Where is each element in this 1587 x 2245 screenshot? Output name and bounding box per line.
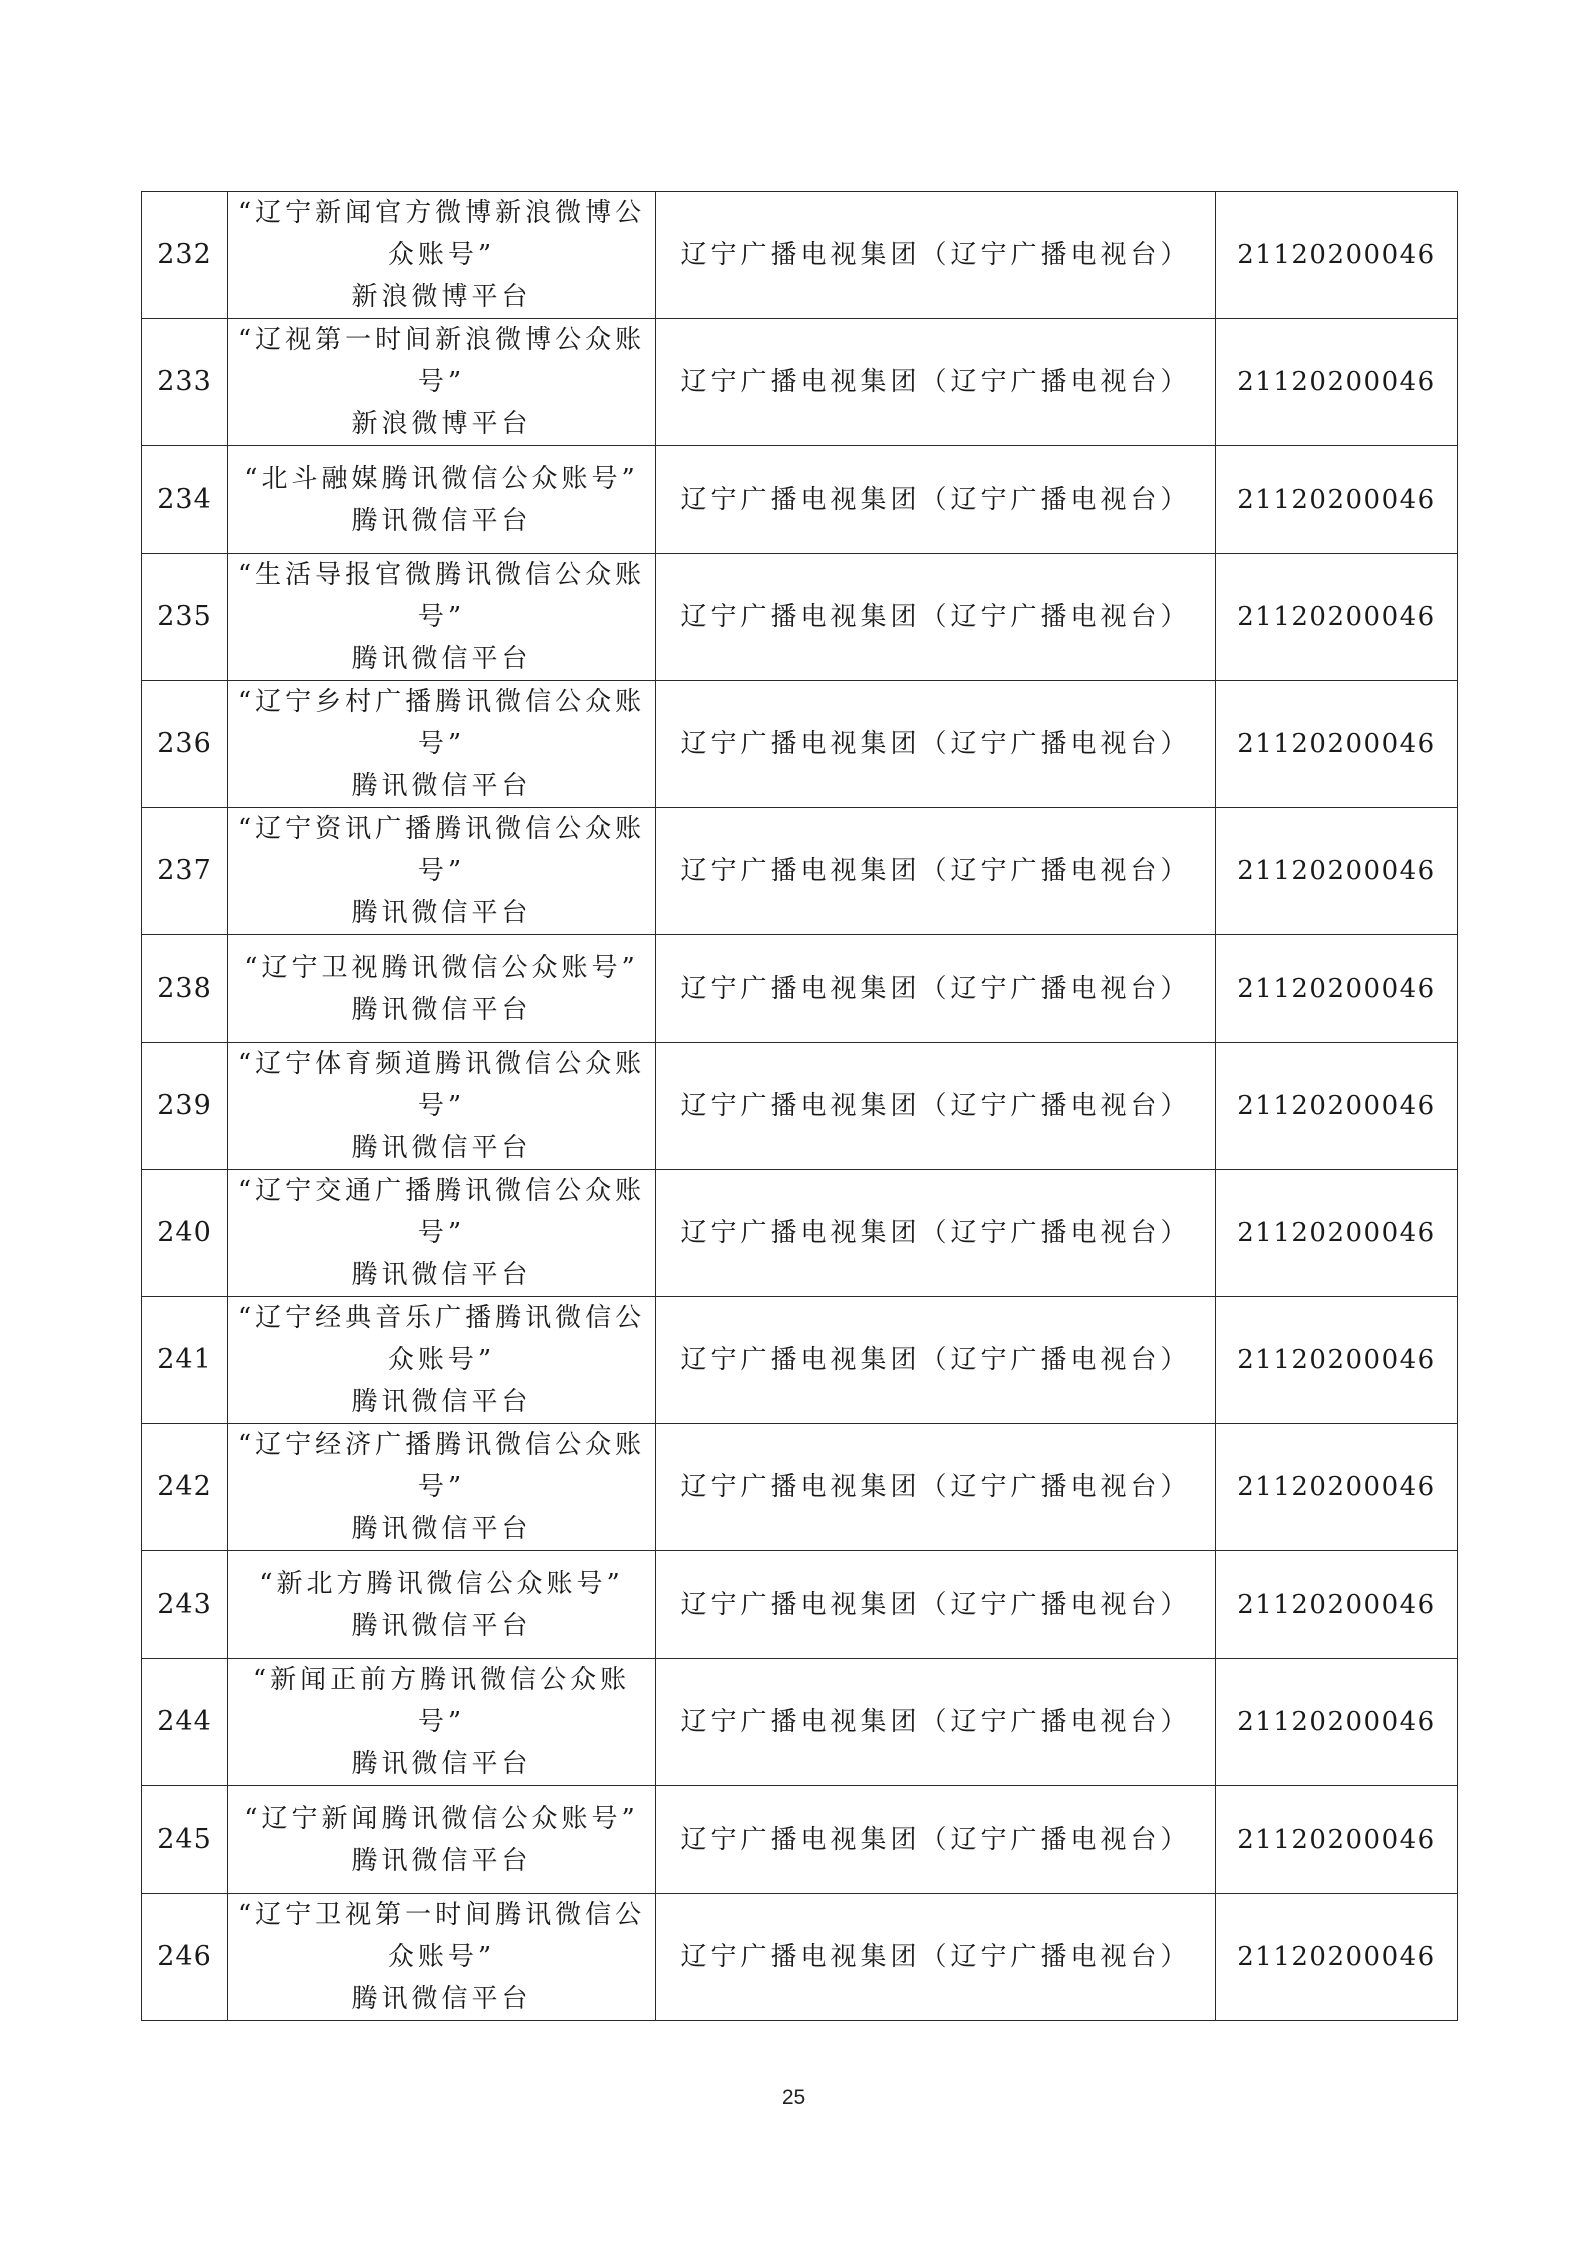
row-number-cell: 236 xyxy=(142,681,228,808)
table-row xyxy=(142,1170,1458,1297)
license-number-cell: 21120200046 xyxy=(1216,1551,1458,1659)
license-number-cell: 21120200046 xyxy=(1216,1659,1458,1786)
table-row xyxy=(142,1551,1458,1659)
account-name-line: 腾讯微信平台 xyxy=(351,1845,532,1876)
organization-cell: 辽宁广播电视集团（辽宁广播电视台） xyxy=(656,1659,1216,1786)
account-name-line: 号” xyxy=(417,1218,466,1248)
organization-cell: 辽宁广播电视集团（辽宁广播电视台） xyxy=(656,681,1216,808)
account-name-line: “北斗融媒腾讯微信公众账号” xyxy=(244,463,639,494)
account-name-cell xyxy=(228,1297,656,1424)
account-name-line: 腾讯微信平台 xyxy=(351,1260,532,1290)
row-number-cell: 246 xyxy=(142,1894,228,2021)
account-name-line: 众账号” xyxy=(387,240,496,270)
account-name-line: 腾讯微信平台 xyxy=(351,994,532,1025)
account-name-line: 号” xyxy=(417,1707,466,1737)
row-number-cell: 233 xyxy=(142,319,228,446)
account-name-line: 腾讯微信平台 xyxy=(351,1387,532,1417)
account-name-cell xyxy=(228,935,656,1043)
account-name-line: “辽宁卫视腾讯微信公众账号” xyxy=(244,952,639,983)
license-number-cell: 21120200046 xyxy=(1216,681,1458,808)
row-number-cell: 240 xyxy=(142,1170,228,1297)
page-number: 25 xyxy=(781,2086,806,2109)
table-row xyxy=(142,192,1458,319)
organization-cell: 辽宁广播电视集团（辽宁广播电视台） xyxy=(656,1043,1216,1170)
row-number-cell: 237 xyxy=(142,808,228,935)
account-name-line: “新北方腾讯微信公众账号” xyxy=(259,1568,624,1599)
license-number-cell: 21120200046 xyxy=(1216,935,1458,1043)
row-number-cell: 234 xyxy=(142,446,228,554)
table-body xyxy=(142,192,1458,2021)
account-name-line: “辽视第一时间新浪微博公众账 xyxy=(237,325,646,355)
row-number-cell: 232 xyxy=(142,192,228,319)
account-name-line: “辽宁经济广播腾讯微信公众账 xyxy=(237,1430,646,1460)
account-name-line: 腾讯微信平台 xyxy=(351,1610,532,1641)
organization-cell: 辽宁广播电视集团（辽宁广播电视台） xyxy=(656,1894,1216,2021)
account-name-line: 新浪微博平台 xyxy=(351,409,532,439)
account-name-cell xyxy=(228,1170,656,1297)
row-number-cell: 243 xyxy=(142,1551,228,1659)
table-row xyxy=(142,1786,1458,1894)
account-name-line: 腾讯微信平台 xyxy=(351,644,532,674)
account-name-line: “辽宁体育频道腾讯微信公众账 xyxy=(237,1049,646,1079)
account-name-line: 号” xyxy=(417,856,466,886)
account-name-line: 腾讯微信平台 xyxy=(351,505,532,536)
organization-cell: 辽宁广播电视集团（辽宁广播电视台） xyxy=(656,1786,1216,1894)
table-row xyxy=(142,554,1458,681)
account-name-line: 号” xyxy=(417,1472,466,1502)
table-row xyxy=(142,808,1458,935)
license-number-cell: 21120200046 xyxy=(1216,1786,1458,1894)
row-number-cell: 242 xyxy=(142,1424,228,1551)
account-name-line: 腾讯微信平台 xyxy=(351,1514,532,1544)
license-number-cell: 21120200046 xyxy=(1216,1297,1458,1424)
license-number-cell: 21120200046 xyxy=(1216,808,1458,935)
organization-cell: 辽宁广播电视集团（辽宁广播电视台） xyxy=(656,319,1216,446)
account-name-cell xyxy=(228,192,656,319)
account-name-line: 新浪微博平台 xyxy=(351,282,532,312)
account-name-cell xyxy=(228,554,656,681)
account-name-line: 腾讯微信平台 xyxy=(351,1984,532,2014)
row-number-cell: 244 xyxy=(142,1659,228,1786)
table-row xyxy=(142,1297,1458,1424)
license-number-cell: 21120200046 xyxy=(1216,192,1458,319)
organization-cell: 辽宁广播电视集团（辽宁广播电视台） xyxy=(656,554,1216,681)
license-number-cell: 21120200046 xyxy=(1216,446,1458,554)
account-name-line: 腾讯微信平台 xyxy=(351,898,532,928)
table-row xyxy=(142,1659,1458,1786)
table-row xyxy=(142,319,1458,446)
account-name-line: “辽宁经典音乐广播腾讯微信公 xyxy=(237,1303,646,1333)
organization-cell: 辽宁广播电视集团（辽宁广播电视台） xyxy=(656,808,1216,935)
account-name-cell xyxy=(228,1659,656,1786)
account-name-line: “生活导报官微腾讯微信公众账 xyxy=(237,560,646,590)
account-name-line: 号” xyxy=(417,1091,466,1121)
license-number-cell: 21120200046 xyxy=(1216,1170,1458,1297)
account-name-cell xyxy=(228,1424,656,1551)
account-name-line: 腾讯微信平台 xyxy=(351,1133,532,1163)
license-number-cell: 21120200046 xyxy=(1216,1043,1458,1170)
account-name-cell xyxy=(228,808,656,935)
account-name-line: “新闻正前方腾讯微信公众账 xyxy=(252,1665,631,1695)
account-name-cell xyxy=(228,1786,656,1894)
row-number-cell: 238 xyxy=(142,935,228,1043)
service-list-table xyxy=(141,191,1458,2021)
account-name-cell xyxy=(228,319,656,446)
license-number-cell: 21120200046 xyxy=(1216,1894,1458,2021)
account-name-line: 号” xyxy=(417,602,466,632)
organization-cell: 辽宁广播电视集团（辽宁广播电视台） xyxy=(656,192,1216,319)
license-number-cell: 21120200046 xyxy=(1216,1424,1458,1551)
account-name-line: “辽宁乡村广播腾讯微信公众账 xyxy=(237,687,646,717)
account-name-line: 腾讯微信平台 xyxy=(351,1749,532,1779)
account-name-cell xyxy=(228,1043,656,1170)
license-number-cell: 21120200046 xyxy=(1216,554,1458,681)
account-name-cell xyxy=(228,1894,656,2021)
account-name-cell xyxy=(228,1551,656,1659)
organization-cell: 辽宁广播电视集团（辽宁广播电视台） xyxy=(656,446,1216,554)
license-number-cell: 21120200046 xyxy=(1216,319,1458,446)
row-number-cell: 245 xyxy=(142,1786,228,1894)
row-number-cell: 239 xyxy=(142,1043,228,1170)
account-name-line: 腾讯微信平台 xyxy=(351,771,532,801)
account-name-line: “辽宁卫视第一时间腾讯微信公 xyxy=(237,1900,646,1930)
account-name-line: “辽宁交通广播腾讯微信公众账 xyxy=(237,1176,646,1206)
account-name-line: 号” xyxy=(417,729,466,759)
table-row xyxy=(142,1424,1458,1551)
account-name-cell xyxy=(228,446,656,554)
account-name-line: 号” xyxy=(417,367,466,397)
row-number-cell: 241 xyxy=(142,1297,228,1424)
account-name-line: “辽宁新闻腾讯微信公众账号” xyxy=(244,1803,639,1834)
table-row xyxy=(142,935,1458,1043)
table-row xyxy=(142,1894,1458,2021)
organization-cell: 辽宁广播电视集团（辽宁广播电视台） xyxy=(656,1170,1216,1297)
account-name-cell xyxy=(228,681,656,808)
table-row xyxy=(142,1043,1458,1170)
organization-cell: 辽宁广播电视集团（辽宁广播电视台） xyxy=(656,1551,1216,1659)
account-name-line: 众账号” xyxy=(387,1942,496,1972)
account-name-line: “辽宁资讯广播腾讯微信公众账 xyxy=(237,814,646,844)
organization-cell: 辽宁广播电视集团（辽宁广播电视台） xyxy=(656,935,1216,1043)
account-name-line: “辽宁新闻官方微博新浪微博公 xyxy=(237,198,646,228)
row-number-cell: 235 xyxy=(142,554,228,681)
organization-cell: 辽宁广播电视集团（辽宁广播电视台） xyxy=(656,1297,1216,1424)
organization-cell: 辽宁广播电视集团（辽宁广播电视台） xyxy=(656,1424,1216,1551)
table-row xyxy=(142,446,1458,554)
table-row xyxy=(142,681,1458,808)
account-name-line: 众账号” xyxy=(387,1345,496,1375)
